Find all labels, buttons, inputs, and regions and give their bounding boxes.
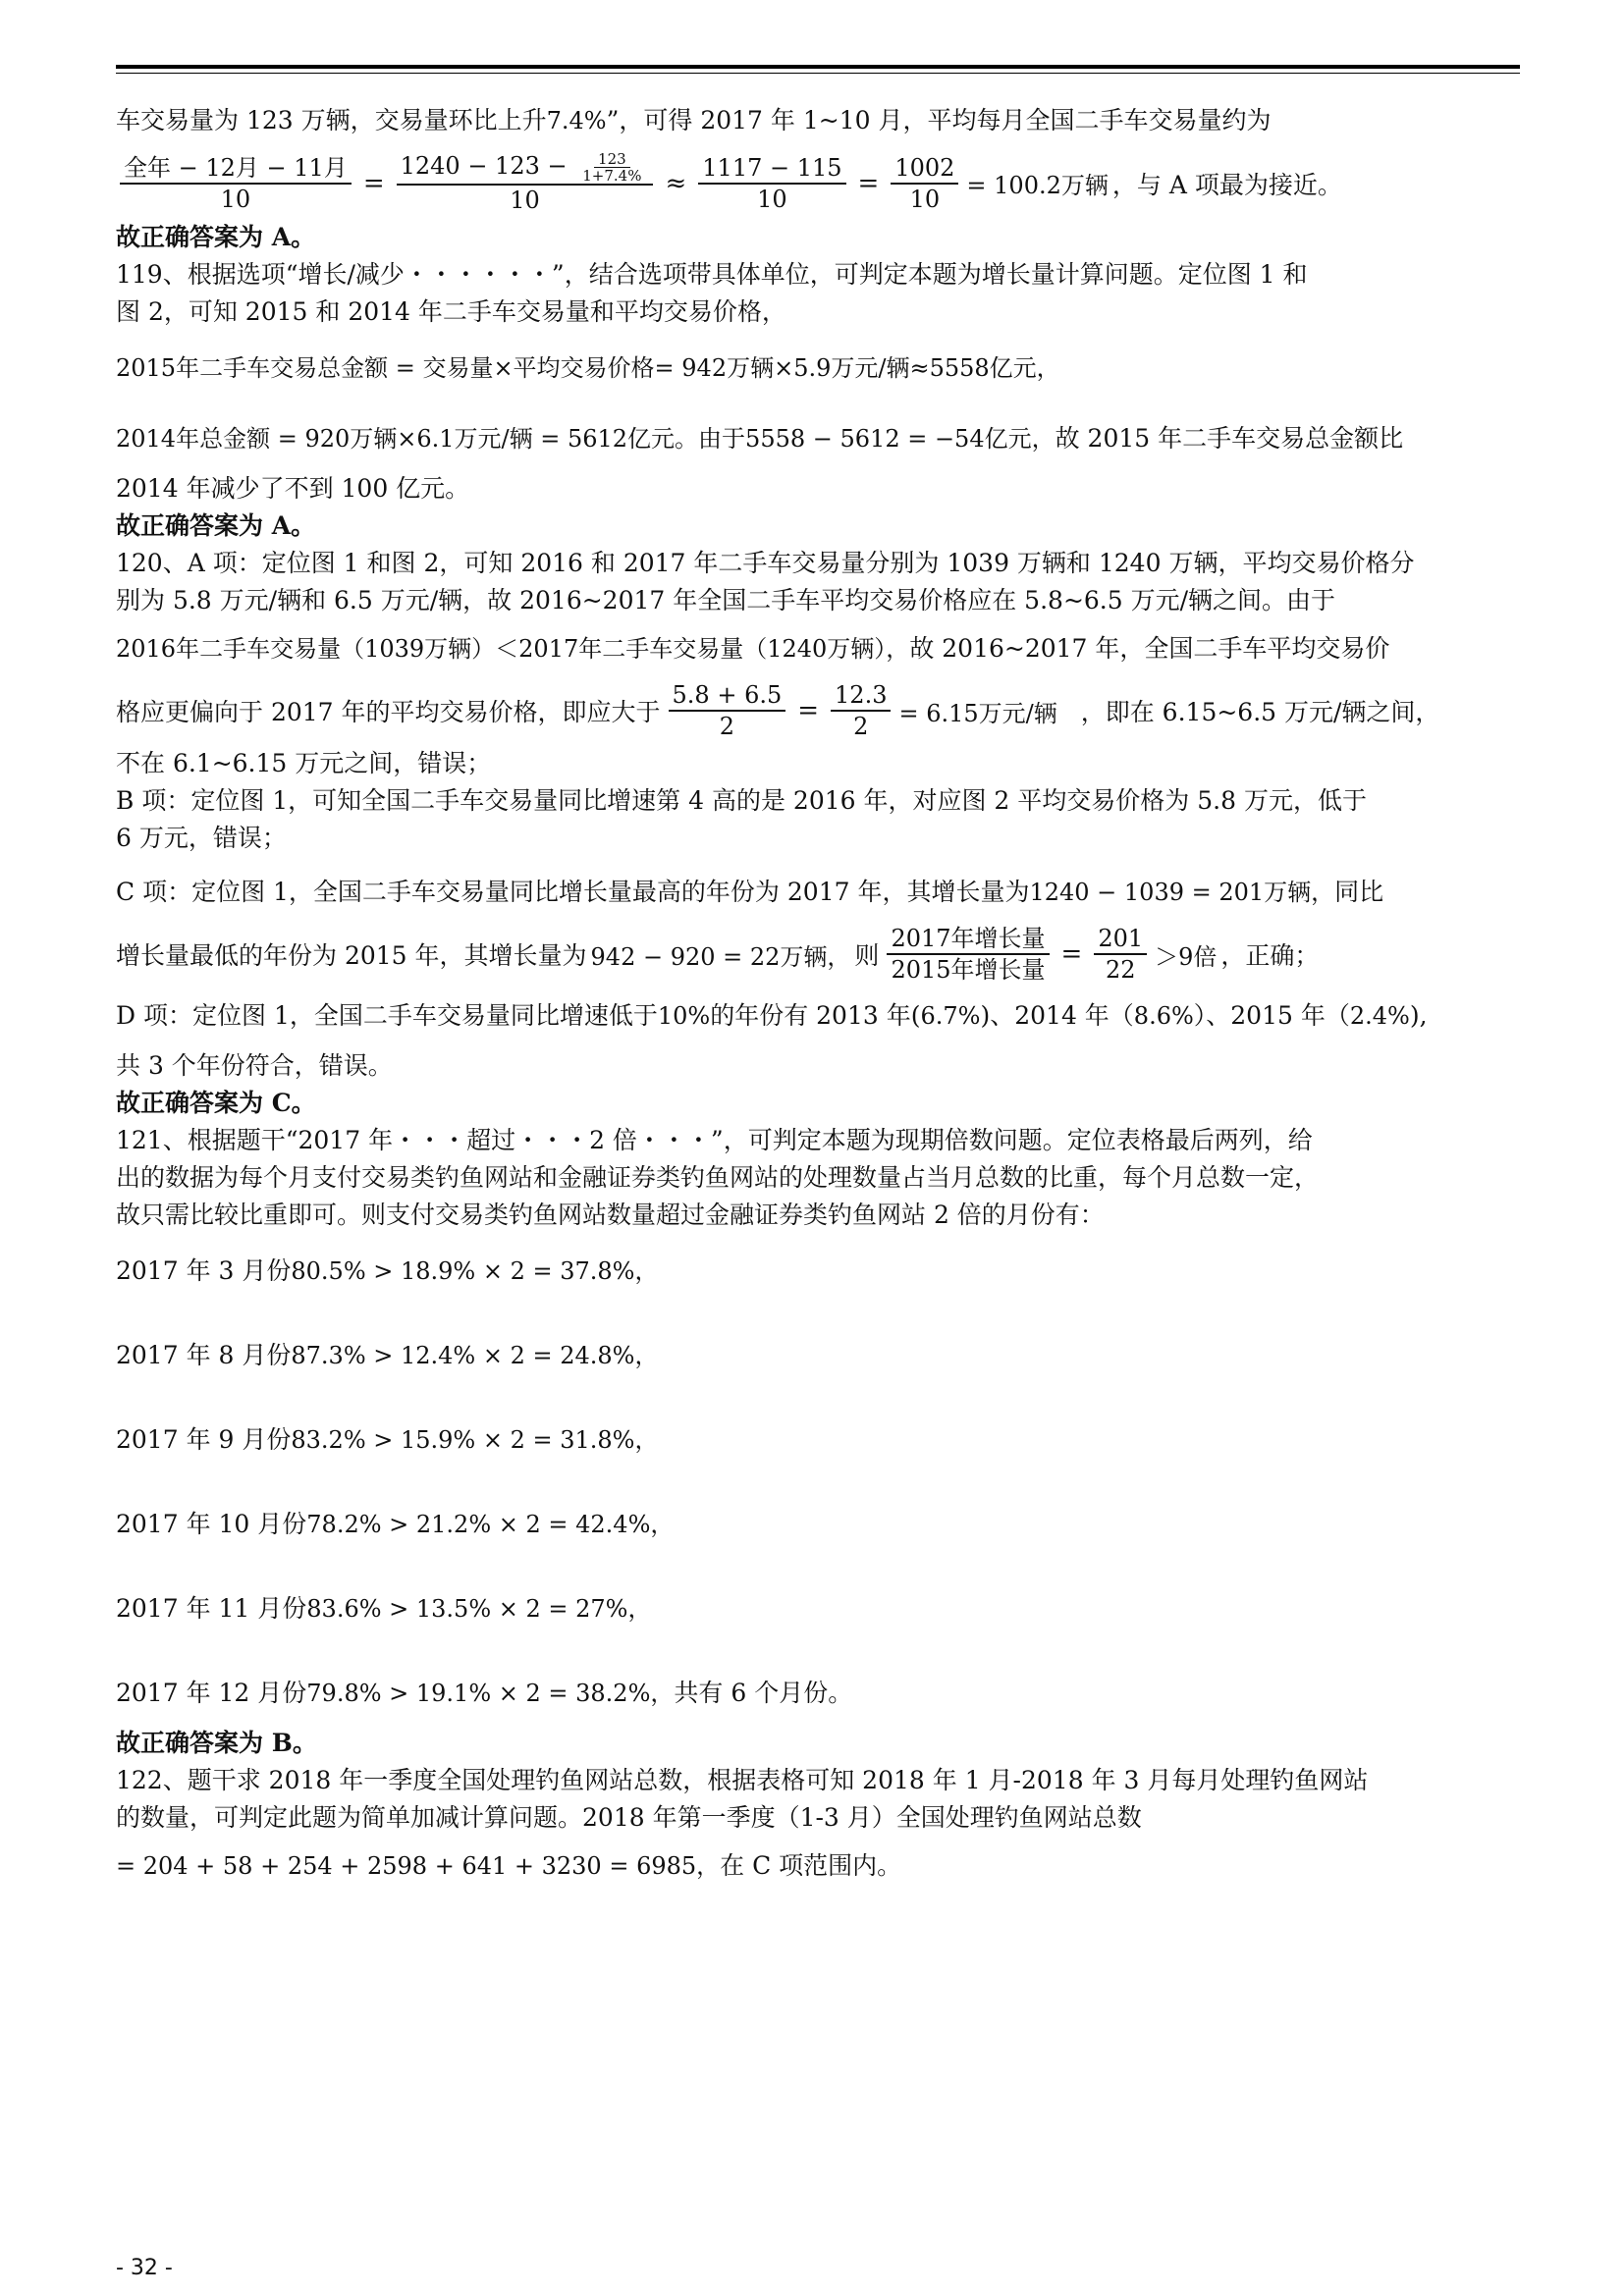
q120-c2: 增长量最低的年份为 2015 年，其增长量为 942 − 920 = 22万辆， 则 $\frac{\text{2017年增长量}}{\text{2015年增长量}}$ = $\frac{201}{22}$ ＞9倍 ，正确； [116, 925, 1320, 984]
q118-formula: $\frac{\text{全年 − 12月 − 11月}}{10}$ = 1240 − 123 − $\frac{123}{1+7.4\%}$ 10 ≈ $\frac{1117 - 115}{10}$ = $\frac{1002}{10}$ = 100.2万辆 ，与 A 项最为接近。 [116, 151, 1520, 215]
q121-month-11: 2017 年 11 月份83.6% > 13.5% × 2 = 27%， [116, 1594, 652, 1623]
q121-line3: 故只需比较比重即可。则支付交易类钓鱼网站数量超过金融证券类钓鱼网站 2 倍的月份有： [116, 1201, 1105, 1229]
q121-month-10: 2017 年 10 月份78.2% > 21.2% × 2 = 42.4%， [116, 1510, 675, 1538]
q121-month-8: 2017 年 8 月份87.3% > 12.4% × 2 = 24.8%， [116, 1341, 659, 1369]
q122-line2: 的数量，可判定此题为简单加减计算问题。2018 年第一季度（1-3 月）全国处理钓鱼网站总数 [116, 1803, 1142, 1832]
q120-d2: 共 3 个年份符合，错误。 [116, 1051, 393, 1080]
header-rule-thick [116, 65, 1520, 69]
q120-c1: C 项：定位图 1，全国二手车交易量同比增长量最高的年份为 2017 年，其增长量为1240 − 1039 = 201万辆，同比 [116, 878, 1384, 906]
q119-line1: 119、根据选项“增长/减少・・・・・・”，结合选项带具体单位，可判定本题为增长量计算问题。定位图 1 和 [116, 260, 1308, 289]
q121-month-3: 2017 年 3 月份80.5% > 18.9% × 2 = 37.8%， [116, 1256, 659, 1285]
q121-month-9: 2017 年 9 月份83.2% > 15.9% × 2 = 31.8%， [116, 1425, 659, 1454]
q119-formula2: 2014年总金额 = 920万辆×6.1万元/辆 = 5612亿元。由于5558 − 5612 = −54亿元，故 2015 年二手车交易总金额比 [116, 424, 1404, 453]
q120-line3: 格应更偏向于 2017 年的平均交易价格，即应大于 $\frac{5.8 + 6.5}{2}$ = $\frac{12.3}{2}$ = 6.15万元/辆 ，即在 6.15~6.5 万元/辆之间， [116, 681, 1440, 740]
q121-answer: 故正确答案为 B。 [116, 1729, 317, 1757]
q121-month-12: 2017 年 12 月份79.8% > 19.1% × 2 = 38.2%，共有 6 个月份。 [116, 1679, 853, 1707]
q120-line4: 不在 6.1~6.15 万元之间，错误； [116, 749, 492, 777]
q119-answer: 故正确答案为 A。 [116, 511, 316, 540]
q119-line2: 图 2，可知 2015 和 2014 年二手车交易量和平均交易价格， [116, 297, 786, 326]
q118-answer: 故正确答案为 A。 [116, 223, 316, 251]
q119-line3: 2014 年减少了不到 100 亿元。 [116, 474, 470, 503]
q121-line2: 出的数据为每个月支付交易类钓鱼网站和金融证券类钓鱼网站的处理数量占当月总数的比重，每个月总数一定， [116, 1163, 1320, 1192]
q122-line1: 122、题干求 2018 年一季度全国处理钓鱼网站总数，根据表格可知 2018 年 1 月-2018 年 3 月每月处理钓鱼网站 [116, 1766, 1369, 1794]
q120-line2: 别为 5.8 万元/辆和 6.5 万元/辆，故 2016~2017 年全国二手车平均交易价格应在 5.8~6.5 万元/辆之间。由于 [116, 586, 1336, 614]
q120-line1: 120、A 项：定位图 1 和图 2，可知 2016 和 2017 年二手车交易量分别为 1039 万辆和 1240 万辆，平均交易价格分 [116, 549, 1415, 577]
page-number: - 32 - [116, 2256, 173, 2280]
q118-line1: 车交易量为 123 万辆，交易量环比上升7.4%”，可得 2017 年 1~10 月，平均每月全国二手车交易量约为 [116, 106, 1272, 134]
q120-answer: 故正确答案为 C。 [116, 1089, 316, 1117]
q122-formula: = 204 + 58 + 254 + 2598 + 641 + 3230 = 6985，在 C 项范围内。 [116, 1851, 902, 1880]
q120-b1: B 项：定位图 1，可知全国二手车交易量同比增速第 4 高的是 2016 年，对应图 2 平均交易价格为 5.8 万元，低于 [116, 786, 1367, 815]
q119-formula1: 2015年二手车交易总金额 = 交易量×平均交易价格= 942万辆×5.9万元/辆≈5558亿元， [116, 354, 1060, 382]
page-content [116, 102, 1520, 1897]
q120-b2: 6 万元，错误； [116, 824, 287, 852]
q121-line1: 121、根据题干“2017 年・・・超过・・・2 倍・・・”，可判定本题为现期倍数问题。定位表格最后两列，给 [116, 1126, 1313, 1154]
q120-d1: D 项：定位图 1，全国二手车交易量同比增速低于10%的年份有 2013 年(6.7%)、2014 年（8.6%）、2015 年（2.4%), [116, 1001, 1428, 1030]
header-rule-thin [116, 73, 1520, 74]
q120-formula1: 2016年二手车交易量（1039万辆）＜2017年二手车交易量（1240万辆），故 2016~2017 年，全国二手车平均交易价 [116, 634, 1390, 663]
